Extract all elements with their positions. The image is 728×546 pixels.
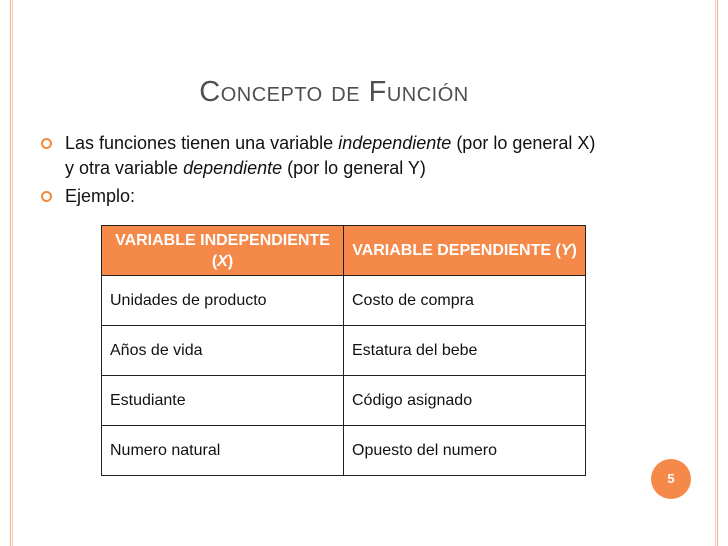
table-cell: Costo de compra [344, 276, 586, 326]
bullet-text: Las funciones tienen una variable independiente (por lo general X) y otra variable dependiente (por lo general Y) [65, 133, 596, 178]
table-row [102, 276, 586, 326]
table-row [102, 426, 586, 476]
slide-title: Concepto de Función [199, 76, 469, 108]
page-number-badge: 5 [651, 459, 691, 499]
header-independent: VARIABLE INDEPENDIENTE (X) [102, 226, 344, 276]
table-header-row [102, 226, 586, 276]
frame-line-right-inner [715, 0, 716, 546]
circle-bullet-icon [41, 191, 52, 202]
bullet-text: Ejemplo: [65, 186, 136, 206]
table-cell: Unidades de producto [102, 276, 344, 326]
bullet-item [41, 184, 601, 209]
table-cell: Código asignado [344, 376, 586, 426]
circle-bullet-icon [41, 138, 52, 149]
bullet-item [41, 131, 601, 181]
table-cell: Numero natural [102, 426, 344, 476]
table-cell: Estudiante [102, 376, 344, 426]
example-table [101, 225, 586, 476]
frame-line-right [717, 0, 718, 546]
table-cell: Años de vida [102, 326, 344, 376]
table-cell: Estatura del bebe [344, 326, 586, 376]
bullet-list [41, 131, 601, 212]
header-dependent: VARIABLE DEPENDIENTE (Y) [344, 226, 586, 276]
table-row [102, 326, 586, 376]
table-cell: Opuesto del numero [344, 426, 586, 476]
table-row [102, 376, 586, 426]
